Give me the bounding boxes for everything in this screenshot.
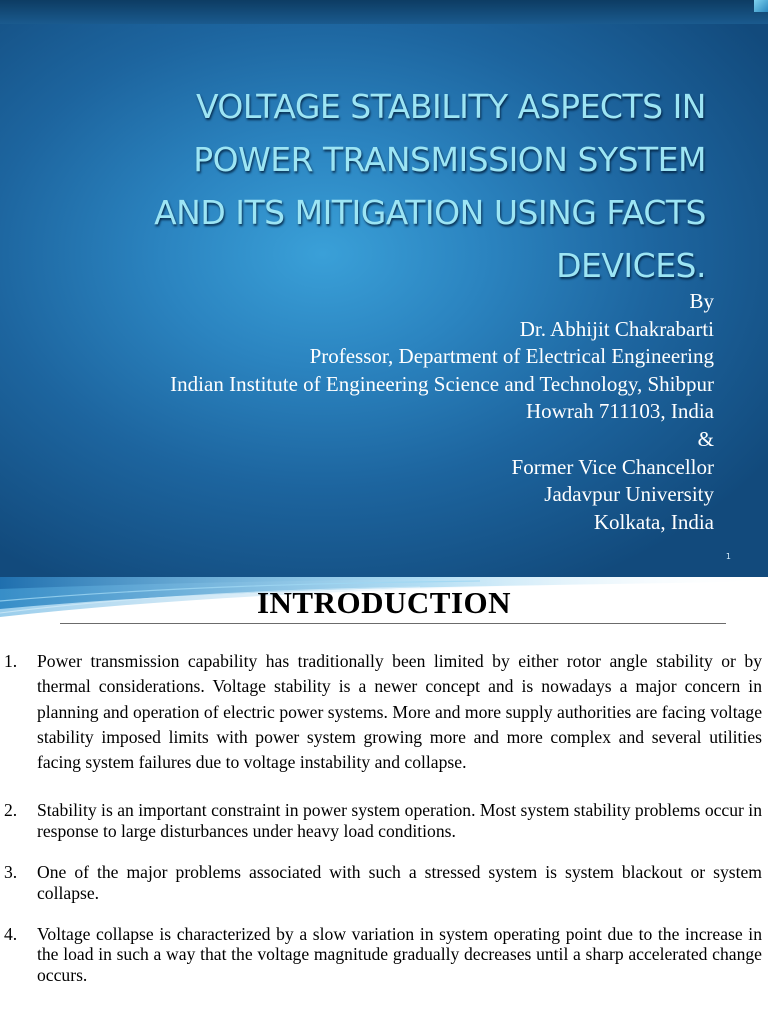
list-item-text: Power transmission capability has traditionally been limited by either rotor angle stability or by thermal considerations. Voltage stability is a newer concept and is nowadays a major concern in planning and operation of electric power systems. More and more supply authorities are facing voltage stability imposed limits with power system growing more and more complex and several utilities facing system failures due to voltage instability and collapse. — [37, 651, 762, 773]
list-item-text: One of the major problems associated with such a stressed system is system blackout or system collapse. — [37, 862, 762, 903]
former-location: Kolkata, India — [593, 509, 714, 534]
top-dark-bar — [0, 0, 768, 24]
former-university: Jadavpur University — [544, 482, 714, 507]
title-line-4: DEVICES. — [556, 246, 706, 285]
former-position: Former Vice Chancellor — [511, 454, 714, 479]
list-item-number: 3. — [4, 862, 18, 883]
section-heading: INTRODUCTION — [256, 585, 512, 620]
list-item-text: Voltage collapse is characterized by a slow variation in system operating point due to the increase in the load in such a way that the voltage magnitude gradually decreases until a sharp accelerated change occurs. — [37, 923, 762, 986]
introduction-slide — [0, 577, 768, 1024]
author-position: Professor, Department of Electrical Engineering — [309, 344, 714, 369]
author-name: Dr. Abhijit Chakrabarti — [519, 316, 714, 341]
author-address: Howrah 711103, India — [526, 399, 714, 424]
title-line-1: VOLTAGE STABILITY ASPECTS IN — [195, 87, 706, 126]
author-institute: Indian Institute of Engineering Science and Technology, Shibpur — [170, 371, 714, 396]
title-line-3: AND ITS MITIGATION USING FACTS — [154, 193, 706, 232]
list-item — [0, 924, 762, 986]
title-line-2: POWER TRANSMISSION SYSTEM — [193, 140, 706, 179]
byline-ampersand: & — [697, 426, 714, 451]
author-byline — [14, 288, 714, 536]
list-item-number: 2. — [4, 800, 18, 821]
slide-page-number: 1 — [725, 552, 731, 561]
list-item — [0, 649, 762, 775]
list-item-number: 4. — [4, 923, 18, 944]
heading-underline — [60, 623, 726, 624]
list-item — [0, 862, 762, 904]
list-item-number: 1. — [4, 651, 18, 671]
list-item — [0, 800, 762, 842]
byline-by: By — [689, 289, 714, 313]
list-item-text: Stability is an important constraint in power system operation. Most system stability problems occur in response to large disturbances under heavy load conditions. — [37, 800, 762, 842]
slide-title — [46, 80, 706, 292]
intro-list — [0, 649, 762, 1006]
corner-accent — [754, 0, 768, 12]
